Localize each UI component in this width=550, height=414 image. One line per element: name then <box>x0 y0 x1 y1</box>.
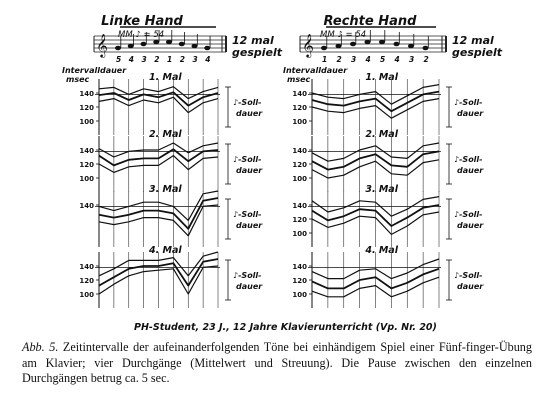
soll-label: ♪-Soll- <box>454 210 483 219</box>
y-tick-label: 120 <box>292 104 307 112</box>
run-title: 3. Mal <box>148 184 182 195</box>
fingering-number: 2 <box>336 55 342 64</box>
y-tick-label: 100 <box>79 291 94 299</box>
soll-label: dauer <box>236 109 263 118</box>
repeat-left-1: 12 mal <box>232 34 274 47</box>
y-tick-label: 140 <box>79 90 94 98</box>
y-tick-label: 140 <box>79 263 94 271</box>
y-tick-label: 100 <box>292 291 307 299</box>
run-title: 2. Mal <box>148 129 182 140</box>
y-axis-title-right-2: msec <box>287 75 311 84</box>
fingering-number: 4 <box>394 55 400 64</box>
chart-left-3 <box>79 184 263 247</box>
repeat-left-2: gespielt <box>232 46 283 59</box>
y-tick-label: 120 <box>79 161 94 169</box>
figure-footer: PH-Student, 23 J., 12 Jahre Klavierunterricht (Vp. Nr. 20) <box>134 322 437 333</box>
soll-label: dauer <box>457 109 484 118</box>
soll-label: ♪-Soll- <box>233 98 262 107</box>
soll-label: dauer <box>236 166 263 175</box>
caption-text: Zeitintervalle der aufeinanderfolgenden Töne bei einhändigem Spiel einer Fünf-finger-Übung am Klavier; vier Durchgänge (Mittelwert und Streuung). Die Pause zwischen den einzelnen Durchgängen betrug ca. 5 sec. <box>22 340 532 386</box>
fingering-number: 3 <box>141 55 147 64</box>
fingering-number: 2 <box>423 55 429 64</box>
y-tick-label: 140 <box>292 263 307 271</box>
soll-label: dauer <box>236 282 263 291</box>
note-icon <box>321 46 327 51</box>
y-tick-label: 140 <box>292 90 307 98</box>
y-tick-label: 100 <box>292 230 307 238</box>
note-icon <box>423 46 429 51</box>
fingering-number: 4 <box>128 55 134 64</box>
y-tick-label: 140 <box>79 147 94 155</box>
y-tick-label: 140 <box>292 147 307 155</box>
fingering-number: 1 <box>167 55 173 64</box>
chart-right-4 <box>292 245 484 308</box>
y-tick-label: 100 <box>292 118 307 126</box>
soll-label: dauer <box>236 221 263 230</box>
run-title: 4. Mal <box>365 245 398 256</box>
y-tick-label: 120 <box>292 161 307 169</box>
note-icon <box>179 42 185 47</box>
charts <box>79 72 484 308</box>
note-icon <box>379 40 385 45</box>
fingering-number: 2 <box>154 55 160 64</box>
fingering-number: 1 <box>322 55 328 64</box>
y-tick-label: 120 <box>79 104 94 112</box>
y-tick-label: 100 <box>292 175 307 183</box>
y-tick-label: 120 <box>292 216 307 224</box>
y-tick-label: 140 <box>292 202 307 210</box>
y-tick-label: 100 <box>79 118 94 126</box>
note-icon <box>115 46 121 51</box>
note-icon <box>192 44 198 49</box>
note-icon <box>204 46 210 51</box>
chart-left-2 <box>79 129 263 192</box>
repeat-right-2: gespielt <box>452 46 503 59</box>
fingering-right <box>322 55 429 64</box>
fingering-number: 4 <box>365 55 371 64</box>
note-icon <box>394 42 400 47</box>
soll-label: dauer <box>457 166 484 175</box>
note-icon <box>350 42 356 47</box>
soll-label: ♪-Soll- <box>233 271 262 280</box>
clef-icon: 𝄞 <box>96 33 108 57</box>
left-hand-title: Linke Hand <box>101 14 183 29</box>
fingering-left <box>116 55 210 64</box>
note-icon <box>365 40 371 45</box>
tempo-left: MM ♪ = 54 <box>118 30 165 40</box>
soll-label: dauer <box>457 221 484 230</box>
chart-right-1 <box>292 72 484 135</box>
right-hand-title: Rechte Hand <box>323 14 417 29</box>
note-icon <box>336 44 342 49</box>
soll-label: ♪-Soll- <box>233 155 262 164</box>
tempo-right: MM ♪ = 54 <box>320 30 367 40</box>
fingering-number: 5 <box>116 55 122 64</box>
chart-left-4 <box>79 245 263 308</box>
fingering-number: 3 <box>192 55 198 64</box>
note-icon <box>141 42 147 47</box>
y-axis-title-right-1: Intervalldauer <box>283 66 348 75</box>
y-tick-label: 120 <box>292 277 307 285</box>
note-icon <box>166 40 172 45</box>
clef-icon: 𝄞 <box>302 33 314 57</box>
chart-left-1 <box>79 72 263 135</box>
repeat-right-1: 12 mal <box>452 34 494 47</box>
run-title: 3. Mal <box>365 184 398 195</box>
soll-label: ♪-Soll- <box>233 210 262 219</box>
soll-label: ♪-Soll- <box>454 155 483 164</box>
run-title: 1. Mal <box>365 72 398 83</box>
fingering-number: 4 <box>205 55 211 64</box>
fingering-number: 3 <box>409 55 415 64</box>
y-axis-title-left-2: msec <box>66 75 90 84</box>
chart-right-2 <box>292 129 484 192</box>
caption-label: Abb. 5. <box>22 340 59 354</box>
fingering-number: 5 <box>380 55 386 64</box>
fingering-number: 2 <box>179 55 185 64</box>
run-title: 2. Mal <box>365 129 398 140</box>
chart-right-3 <box>292 184 484 247</box>
soll-label: ♪-Soll- <box>454 271 483 280</box>
y-tick-label: 120 <box>79 277 94 285</box>
y-tick-label: 140 <box>79 202 94 210</box>
fingering-number: 3 <box>351 55 357 64</box>
run-title: 1. Mal <box>148 72 182 83</box>
run-title: 4. Mal <box>148 245 182 256</box>
y-tick-label: 100 <box>79 175 94 183</box>
note-icon <box>153 40 159 45</box>
note-icon <box>408 44 414 49</box>
caption <box>22 340 532 387</box>
y-axis-title-left-1: Intervalldauer <box>62 66 127 75</box>
note-icon <box>128 44 134 49</box>
soll-label: dauer <box>457 282 484 291</box>
soll-label: ♪-Soll- <box>454 98 483 107</box>
